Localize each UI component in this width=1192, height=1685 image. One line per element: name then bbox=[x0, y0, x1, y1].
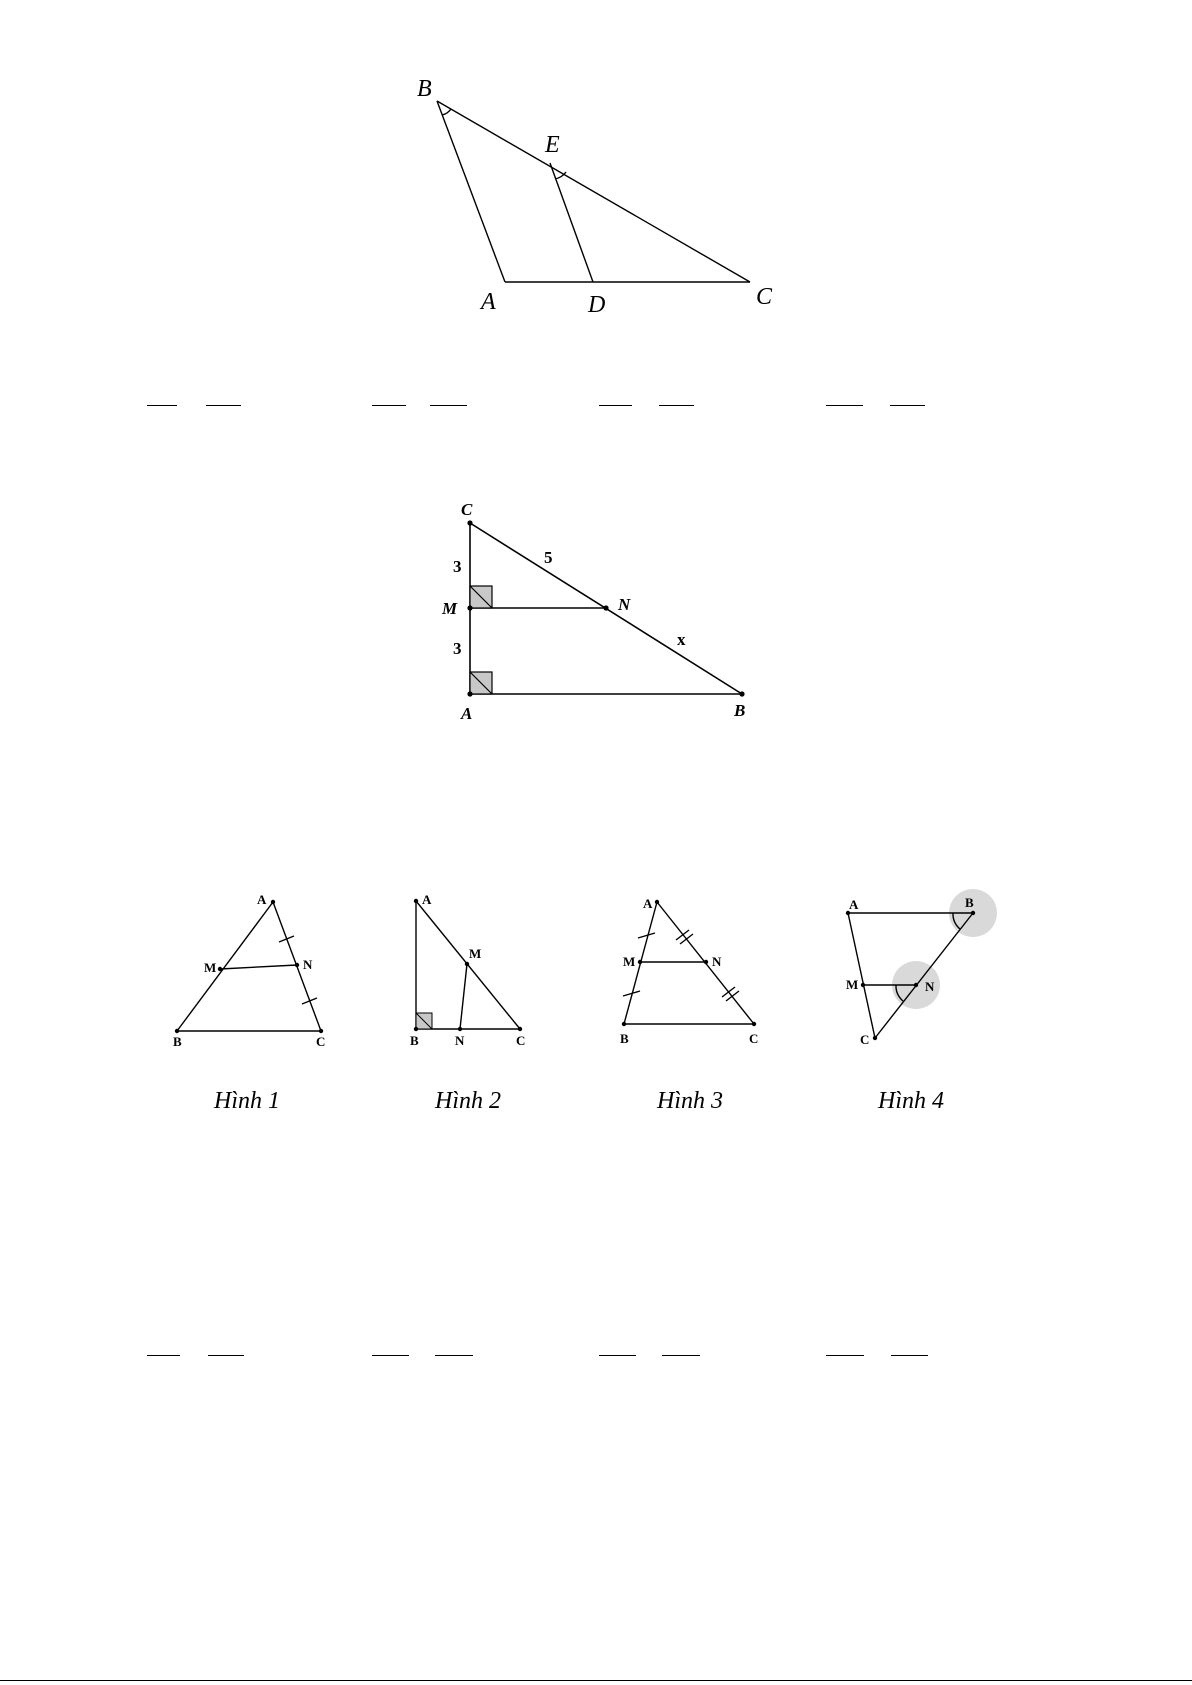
label-n: N bbox=[712, 954, 722, 969]
fraction-bar bbox=[659, 405, 694, 406]
fraction-bar bbox=[372, 405, 406, 406]
right-angle-marks bbox=[470, 586, 492, 694]
label-c: C bbox=[756, 284, 773, 310]
fraction-bar bbox=[206, 405, 241, 406]
fraction-bar bbox=[147, 405, 177, 406]
length-cm: 3 bbox=[453, 557, 462, 576]
fraction-bar bbox=[599, 1355, 636, 1356]
point-a bbox=[467, 691, 472, 696]
label-a: A bbox=[257, 892, 267, 907]
segment-bc bbox=[437, 101, 750, 282]
label-m: M bbox=[442, 599, 458, 618]
caption-hinh-3: Hình 3 bbox=[657, 1088, 723, 1114]
segment-bc bbox=[875, 913, 973, 1038]
caption-hinh-1: Hình 1 bbox=[214, 1088, 280, 1114]
footer-rule bbox=[0, 1680, 1192, 1681]
length-ma: 3 bbox=[453, 639, 462, 658]
label-m: M bbox=[204, 960, 217, 975]
label-b: B bbox=[410, 1033, 419, 1048]
fraction-bar bbox=[826, 1355, 864, 1356]
segment-mn bbox=[460, 964, 467, 1029]
label-n: N bbox=[455, 1033, 465, 1048]
point-m bbox=[467, 605, 472, 610]
angle-mark-b bbox=[442, 109, 451, 115]
fraction-bar bbox=[435, 1355, 473, 1356]
label-m: M bbox=[846, 977, 859, 992]
label-a: A bbox=[461, 704, 473, 723]
length-nb: x bbox=[677, 630, 686, 649]
segment-ac bbox=[848, 913, 875, 1038]
label-a: A bbox=[849, 897, 859, 912]
label-m: M bbox=[623, 954, 636, 969]
segment-ba bbox=[437, 101, 505, 282]
fraction-bar bbox=[599, 405, 632, 406]
caption-hinh-2: Hình 2 bbox=[435, 1088, 501, 1114]
label-b: B bbox=[734, 701, 746, 720]
label-a: A bbox=[481, 289, 496, 315]
point-c bbox=[467, 520, 472, 525]
fraction-bar bbox=[430, 405, 467, 406]
hinh-3-points bbox=[622, 900, 756, 1026]
label-c: C bbox=[316, 1034, 326, 1049]
segment-mn bbox=[220, 965, 297, 969]
point-b bbox=[739, 691, 744, 696]
label-n: N bbox=[618, 595, 631, 614]
figure-hinh-3 bbox=[623, 902, 754, 1024]
fraction-bar bbox=[662, 1355, 700, 1356]
segment-ed bbox=[550, 163, 593, 282]
label-e: E bbox=[545, 132, 560, 158]
fraction-bar bbox=[208, 1355, 244, 1356]
fraction-bar bbox=[890, 405, 925, 406]
label-b: B bbox=[173, 1034, 182, 1049]
label-c: C bbox=[860, 1032, 870, 1047]
label-n: N bbox=[303, 957, 313, 972]
label-d: D bbox=[588, 292, 606, 318]
point-n bbox=[603, 605, 608, 610]
label-b: B bbox=[417, 76, 432, 102]
figure-hinh-1 bbox=[177, 902, 321, 1031]
fraction-bar bbox=[891, 1355, 928, 1356]
hinh-1-points bbox=[175, 900, 323, 1033]
label-a: A bbox=[422, 892, 432, 907]
label-m: M bbox=[469, 946, 482, 961]
fraction-bar bbox=[372, 1355, 409, 1356]
label-c: C bbox=[516, 1033, 526, 1048]
fraction-bar bbox=[147, 1355, 180, 1356]
label-c: C bbox=[461, 500, 473, 519]
label-b: B bbox=[620, 1031, 629, 1046]
label-n: N bbox=[925, 979, 935, 994]
length-cn: 5 bbox=[544, 548, 553, 567]
tick-am bbox=[638, 933, 655, 938]
caption-hinh-4: Hình 4 bbox=[878, 1088, 944, 1114]
figure-triangle-abc-ed bbox=[437, 101, 750, 282]
label-c: C bbox=[749, 1031, 759, 1046]
fraction-bar bbox=[826, 405, 863, 406]
label-a: A bbox=[643, 896, 653, 911]
label-b: B bbox=[965, 895, 974, 910]
